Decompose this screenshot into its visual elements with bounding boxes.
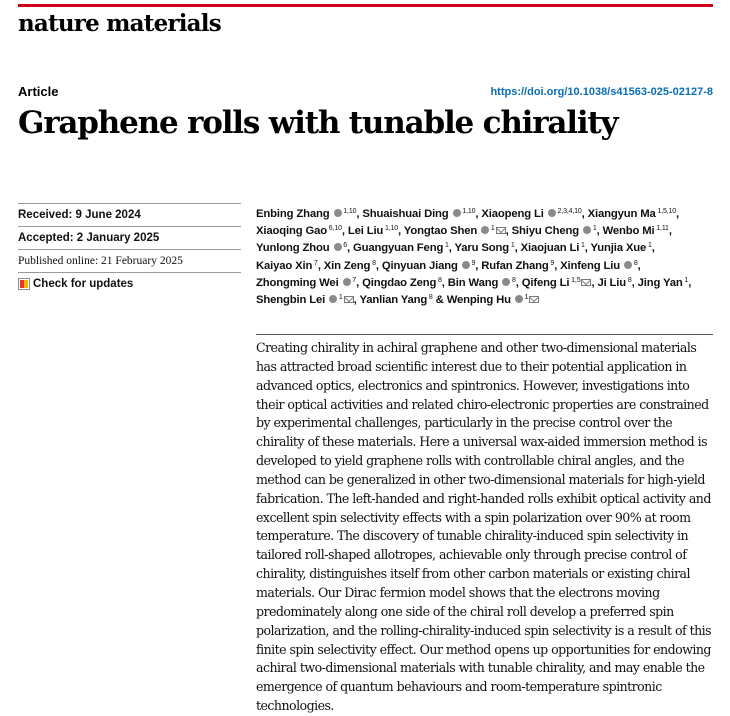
- orcid-icon[interactable]: [343, 278, 351, 286]
- affiliation-superscript: 1: [579, 242, 585, 250]
- author-name[interactable]: Yunjia Xue $^1$: [590, 242, 652, 255]
- author-name[interactable]: Ji Liu $^8$: [597, 276, 632, 289]
- orcid-icon[interactable]: [329, 295, 337, 303]
- affiliation-superscript: 1: [443, 242, 449, 250]
- author-name[interactable]: Lei Liu $^{1,10}$: [347, 225, 399, 238]
- author-name[interactable]: Xin Zeng $^8$: [323, 259, 376, 272]
- author-name[interactable]: Qingdao Zeng $^8$: [362, 276, 442, 289]
- orcid-icon[interactable]: [515, 295, 523, 303]
- orcid-icon[interactable]: [453, 209, 461, 217]
- affiliation-superscript: 1: [646, 242, 652, 250]
- author-name[interactable]: Xiangyun Ma $^{1,5,10}$: [587, 208, 677, 220]
- affiliation-superscript: 8: [626, 276, 632, 284]
- affiliation-superscript: 1,11: [654, 225, 669, 233]
- affiliation-superscript: 1: [522, 294, 529, 302]
- affiliation-superscript: 1: [489, 225, 495, 233]
- affiliation-superscript: 6,10: [327, 225, 342, 233]
- article-title: Graphene rolls with tunable chirality: [18, 105, 618, 141]
- author-list: Enbing Zhang $^{1,10}$, Shuaishuai Ding $^{1,10}$, Xiaopeng Li $^{2,3,4,10}$, Xiangyun Ma $^{1,5,10}$, Xiaoqing Gao $^{6,10}$, Lei Liu $^{1,10}$, Yongtao Shen $^1$ , Shiyu Cheng $^1$, Wenbo Mi $^{1,11}$, Yunlong Zhou $^6$, Guangyuan Feng $^1$, Yaru Song $^1$, Xiaojuan Li $^1$, Yunjia Xue $^1$, Kaiyao Xin $^7$, Xin Zeng $^8$, Qinyuan Jiang $^9$, Rufan Zhang $^9$, Xinfeng Liu $^8$, Zhongming Wei $^7$, Qingdao Zeng $^8$, Bin Wang $^8$, Qifeng Li $^{1,5}$ , Ji Liu $^8$, Jing Yan $^1$, Shengbin Lei $^1$ , Yanlian Yang $^8$ & Wenping Hu $^1$: [256, 208, 692, 307]
- affiliation-superscript: 7: [312, 259, 318, 267]
- author-name[interactable]: Yanlian Yang $^8$: [359, 294, 433, 307]
- email-icon[interactable]: [344, 296, 354, 303]
- author-name[interactable]: Kaiyao Xin $^7$: [256, 259, 318, 272]
- affiliation-superscript: 8: [427, 294, 433, 302]
- affiliation-superscript: 8: [436, 276, 442, 284]
- email-icon[interactable]: [529, 296, 539, 303]
- affiliation-superscript: 7: [350, 276, 357, 284]
- author-name[interactable]: Jing Yan $^1$: [637, 276, 689, 289]
- author-name[interactable]: Xiaojuan Li $^1$: [520, 242, 585, 255]
- check-for-updates-icon: [18, 278, 30, 290]
- affiliation-superscript: 1: [591, 225, 597, 233]
- accepted-date: Accepted: 2 January 2025: [18, 226, 241, 249]
- affiliation-superscript: 1: [682, 276, 689, 284]
- orcid-icon[interactable]: [334, 243, 342, 251]
- affiliation-superscript: 1,10: [383, 225, 399, 233]
- author-name[interactable]: Enbing Zhang $^{1,10}$: [256, 208, 357, 220]
- author-name[interactable]: Yunlong Zhou $^6$: [256, 242, 348, 255]
- abstract-text: Creating chirality in achiral graphene and other two-dimensional materials has attracted broad scientific interest due to their potential application in advanced optics, electronics and spintronics. However, investigations into their optical activities and related chiro-electronic properties are constrained by experimental challenges, particularly in the precise control over the chirality of these materials. Here a universal wax-aided immersion method is developed to yield graphene rolls with controllable chiral angles, and the method can be generalized in other two-dimensional materials for high-yield fabrication. The left-handed and right-handed rolls exhibit optical activity and excellent spin selectivity effects with a spin polarization over 90% at room temperature. The discovery of tunable chirality-induced spin selectivity in tailored roll-shaped allotropes, achievable only through precise control of chirality, distinguishes itself from other carbon materials or existing chiral materials. Our Dirac fermion model shows that the electrons moving predominately along one side of the chiral roll develop a preferred spin polarization, and the rolling-chirality-induced spin selectivity is a result of this finite spin selectivity effect. Our method opens up opportunities for endowing achiral two-dimensional materials with tunable chirality, and may enable the emergence of quantum behaviours and room-temperature spintronic technologies.: [256, 340, 712, 714]
- author-name[interactable]: Qifeng Li $^{1,5}$: [522, 277, 592, 289]
- author-name[interactable]: Yongtao Shen $^1$: [404, 225, 506, 237]
- author-name[interactable]: Wenping Hu $^1$: [447, 294, 540, 306]
- affiliation-superscript: 1: [509, 242, 515, 250]
- email-icon[interactable]: [581, 279, 591, 286]
- affiliation-superscript: 1,5,10: [655, 208, 677, 215]
- author-name[interactable]: Zhongming Wei $^7$: [256, 276, 357, 289]
- affiliation-superscript: 1,5: [569, 276, 581, 284]
- author-name[interactable]: Bin Wang $^8$: [447, 276, 516, 289]
- orcid-icon[interactable]: [548, 209, 556, 217]
- email-icon[interactable]: [496, 227, 506, 234]
- affiliation-superscript: 9: [469, 259, 476, 267]
- abstract-divider: [256, 334, 713, 335]
- affiliation-superscript: 6: [341, 242, 348, 250]
- affiliation-superscript: 8: [370, 259, 376, 267]
- orcid-icon[interactable]: [583, 226, 591, 234]
- article-type-label: Article: [18, 84, 59, 99]
- author-name[interactable]: Xiaopeng Li $^{2,3,4,10}$: [481, 208, 582, 220]
- orcid-icon[interactable]: [624, 261, 632, 269]
- check-for-updates-button[interactable]: [18, 272, 241, 295]
- author-name[interactable]: Shiyu Cheng $^1$: [511, 225, 597, 238]
- journal-top-rule: [18, 4, 713, 7]
- affiliation-superscript: 8: [510, 276, 516, 284]
- author-name[interactable]: Yaru Song $^1$: [454, 242, 515, 255]
- published-date: Published online: 21 February 2025: [18, 249, 241, 272]
- author-name[interactable]: Shuaishuai Ding $^{1,10}$: [362, 208, 476, 220]
- author-name[interactable]: Shengbin Lei $^1$: [256, 294, 354, 306]
- author-name[interactable]: Xinfeng Liu $^8$: [560, 259, 638, 272]
- orcid-icon[interactable]: [462, 261, 470, 269]
- affiliation-superscript: 1: [337, 294, 343, 302]
- orcid-icon[interactable]: [334, 209, 342, 217]
- author-name[interactable]: Guangyuan Feng $^1$: [353, 242, 449, 255]
- check-for-updates-label: Check for updates: [33, 278, 134, 290]
- received-date: Received: 9 June 2024: [18, 203, 241, 226]
- journal-name: nature materials: [18, 10, 221, 37]
- affiliation-superscript: 1,10: [460, 208, 476, 215]
- article-history: [18, 203, 241, 295]
- orcid-icon[interactable]: [481, 226, 489, 234]
- doi-link[interactable]: https://doi.org/10.1038/s41563-025-02127-8: [490, 86, 713, 98]
- affiliation-superscript: 9: [548, 259, 555, 267]
- affiliation-superscript: 1,10: [341, 208, 357, 215]
- author-name[interactable]: Wenbo Mi $^{1,11}$: [602, 225, 669, 238]
- affiliation-superscript: 2,3,4,10: [555, 208, 582, 215]
- author-name[interactable]: Rufan Zhang $^9$: [481, 259, 555, 272]
- author-name[interactable]: Xiaoqing Gao $^{6,10}$: [256, 225, 342, 238]
- author-name[interactable]: Qinyuan Jiang $^9$: [381, 259, 476, 272]
- affiliation-superscript: 8: [632, 259, 638, 267]
